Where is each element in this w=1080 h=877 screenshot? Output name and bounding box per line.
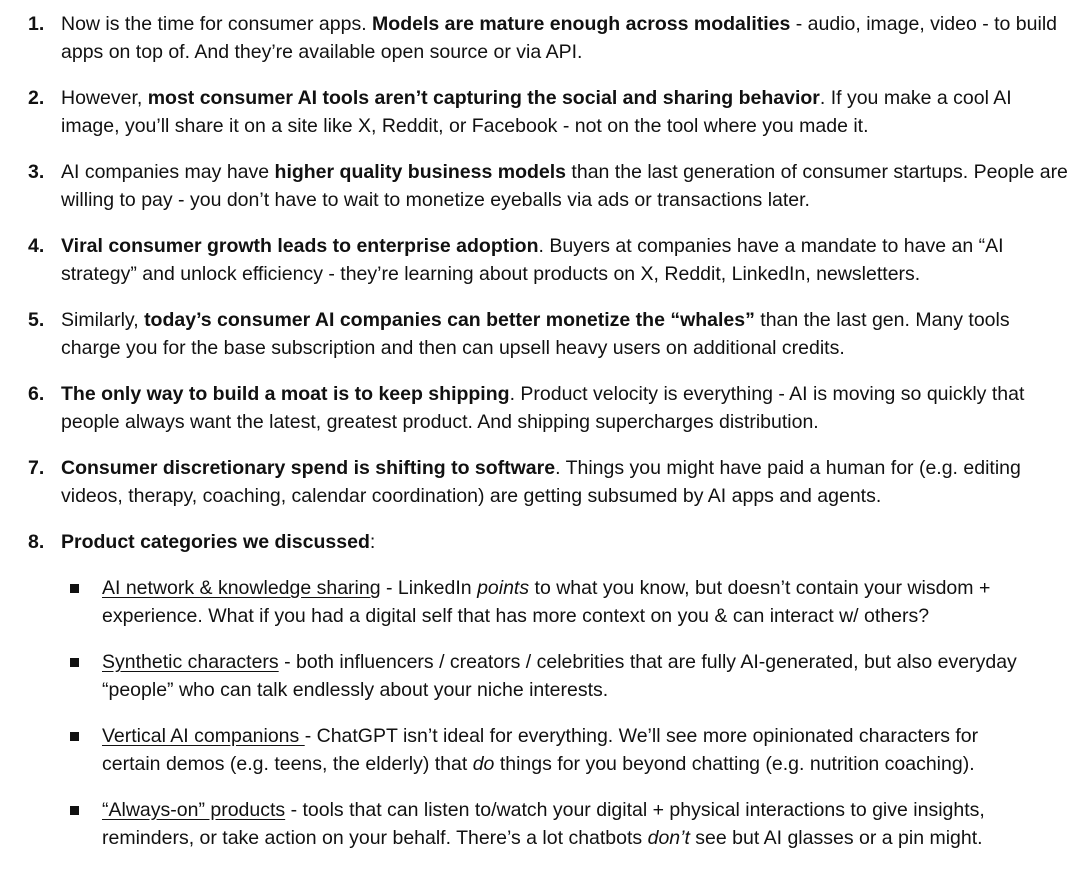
text-span: to what you know, but doesn’t contain your wisdom + experience. What if you had a digital self that has more context on you & can interact w/ others? (102, 577, 991, 627)
bold-text: The only way to build a moat is to keep shipping (61, 383, 510, 405)
list-number: 7. (28, 457, 45, 479)
italic-text: points (477, 577, 530, 599)
bold-text: Viral consumer growth leads to enterprise adoption (61, 235, 539, 257)
bold-text: higher quality business models (274, 161, 567, 183)
text-span: - tools that can listen to/watch your digital + physical interactions to give insights, reminders, or take action on your behalf. There’s a lot chatbots (102, 799, 985, 849)
list-number: 3. (28, 161, 45, 183)
bullet-item-text (102, 574, 1032, 630)
text-span: - both influencers / creators / celebrities that are fully AI-generated, but also everyday “people” who can talk endlessly about your niche interests. (102, 651, 1017, 701)
text-span: than the last gen. Many tools charge you for the base subscription and then can upsell heavy users on additional credits. (61, 309, 1010, 359)
list-item (0, 10, 1080, 66)
underlined-text: Synthetic characters (102, 651, 279, 673)
text-span: - LinkedIn (380, 577, 478, 599)
underlined-text: “Always-on” products (102, 799, 286, 821)
text-span: : (369, 531, 376, 553)
document-body (0, 10, 1080, 870)
list-item-text (61, 306, 1072, 362)
list-number: 2. (28, 87, 45, 109)
bullet-item (0, 574, 1072, 630)
text-span: Now is the time for consumer apps. (61, 13, 373, 35)
italic-text: do (472, 753, 495, 775)
list-item-text (61, 10, 1072, 66)
numbered-list (0, 10, 1080, 852)
text-span: - audio, image, video - to build apps on top of. And they’re available open source or via API. (61, 13, 1057, 63)
list-number: 1. (28, 13, 45, 35)
list-item-text (61, 84, 1072, 140)
text-span: see but AI glasses or a pin might. (689, 827, 983, 849)
bold-text: Consumer discretionary spend is shifting to software (61, 457, 556, 479)
square-bullet-icon (70, 732, 79, 741)
text-span: . If you make a cool AI image, you’ll share it on a site like X, Reddit, or Facebook - not on the tool where you made it. (61, 87, 1012, 137)
list-item (0, 158, 1080, 214)
list-item (0, 528, 1080, 852)
text-span: . Buyers at companies have a mandate to have an “AI strategy” and unlock efficiency - they’re learning about products on X, Reddit, LinkedIn, newsletters. (61, 235, 1004, 285)
bullet-item (0, 648, 1072, 704)
square-bullet-icon (70, 658, 79, 667)
bold-text: Product categories we discussed (61, 531, 370, 553)
bullet-list (0, 574, 1072, 852)
underlined-text: Vertical AI companions (102, 725, 305, 747)
list-number: 5. (28, 309, 45, 331)
text-span: . Things you might have paid a human for (e.g. editing videos, therapy, coaching, calendar coordination) are getting subsumed by AI apps and agents. (61, 457, 1021, 507)
list-number: 6. (28, 383, 45, 405)
list-item-text (61, 158, 1072, 214)
text-span: Similarly, (61, 309, 145, 331)
text-span: AI companies may have (61, 161, 275, 183)
bold-text: Models are mature enough across modalities (372, 13, 791, 35)
list-item (0, 306, 1080, 362)
bold-text: most consumer AI tools aren’t capturing the social and sharing behavior (147, 87, 820, 109)
bullet-item (0, 796, 1072, 852)
list-item (0, 84, 1080, 140)
text-span: . Product velocity is everything - AI is moving so quickly that people always want the latest, greatest product. And shipping supercharges distribution. (61, 383, 1025, 433)
underlined-text: AI network & knowledge sharing (102, 577, 381, 599)
list-item (0, 380, 1080, 436)
square-bullet-icon (70, 806, 79, 815)
italic-text: don’t (647, 827, 690, 849)
list-item-text (61, 232, 1072, 288)
bullet-item-text (102, 796, 1032, 852)
square-bullet-icon (70, 584, 79, 593)
list-item-text (61, 528, 1072, 556)
text-span: However, (61, 87, 148, 109)
list-number: 8. (28, 531, 45, 553)
bold-text: today’s consumer AI companies can better monetize the “whales” (144, 309, 755, 331)
text-span: than the last generation of consumer startups. People are willing to pay - you don’t have to wait to monetize eyeballs via ads or transactions later. (61, 161, 1068, 211)
bullet-item (0, 722, 1072, 778)
text-span: - ChatGPT isn’t ideal for everything. We’ll see more opinionated characters for certain demos (e.g. teens, the elderly) that (102, 725, 979, 775)
bullet-item-text (102, 722, 1032, 778)
text-span: things for you beyond chatting (e.g. nutrition coaching). (494, 753, 975, 775)
list-item-text (61, 454, 1072, 510)
list-number: 4. (28, 235, 45, 257)
list-item-text (61, 380, 1072, 436)
list-item (0, 232, 1080, 288)
list-item (0, 454, 1080, 510)
bullet-item-text (102, 648, 1032, 704)
